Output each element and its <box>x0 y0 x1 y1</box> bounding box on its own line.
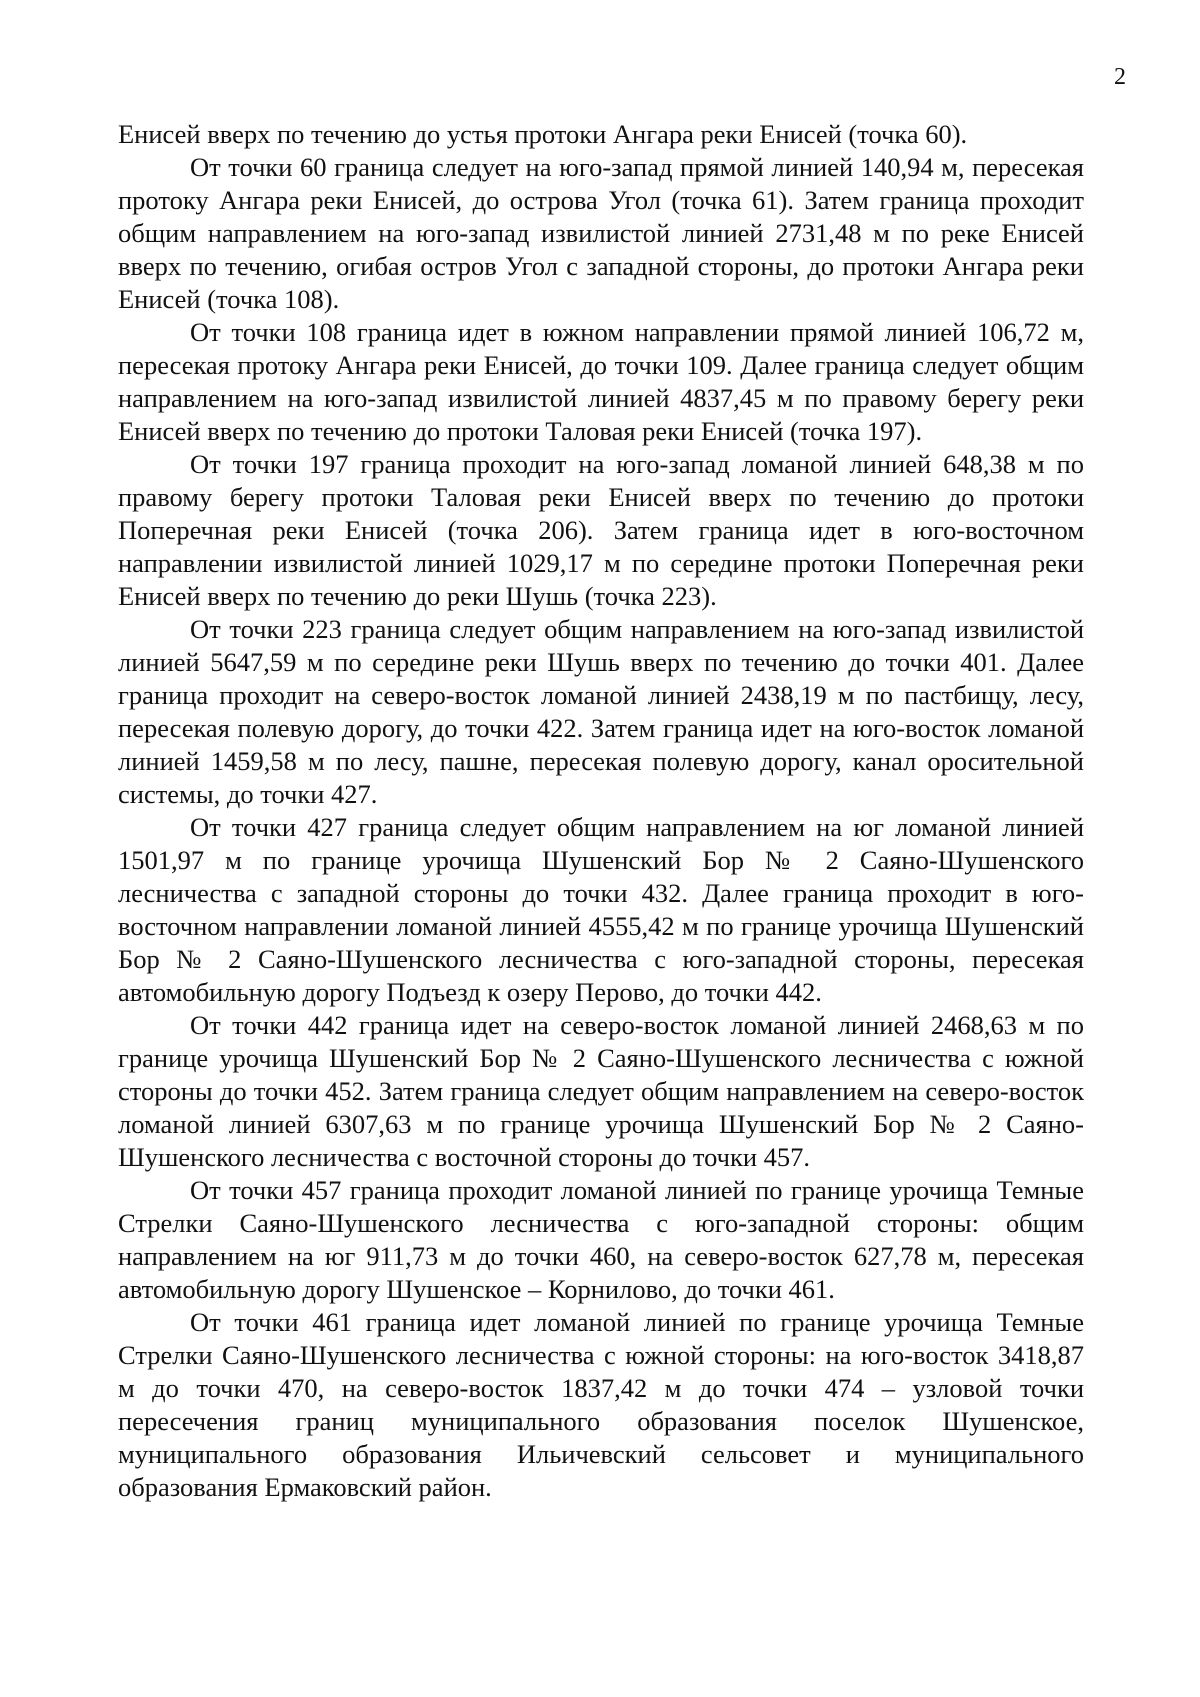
paragraph: От точки 60 граница следует на юго-запад прямой линией 140,94 м, пересекая протоку Ангара реки Енисей, до острова Угол (точка 61). Затем граница проходит общим направлением на юго-запад извилистой линией 2731,48 м по реке Енисей вверх по течению, огибая остров Угол с западной стороны, до протоки Ангара реки Енисей (точка 108). <box>118 152 1084 314</box>
document-body <box>118 118 1084 1504</box>
paragraph: От точки 197 граница проходит на юго-запад ломаной линией 648,38 м по правому берегу протоки Таловая реки Енисей вверх по течению до протоки Поперечная реки Енисей (точка 206). Затем граница идет в юго-восточном направлении извилистой линией 1029,17 м по середине протоки Поперечная реки Енисей вверх по течению до реки Шушь (точка 223). <box>118 449 1084 611</box>
paragraph-continuation: Енисей вверх по течению до устья протоки Ангара реки Енисей (точка 60). <box>118 119 968 149</box>
page-number: 2 <box>1114 64 1126 90</box>
paragraph: От точки 427 граница следует общим направлением на юг ломаной линией 1501,97 м по границе урочища Шушенский Бор № 2 Саяно-Шушенского лесничества с западной стороны до точки 432. Далее граница проходит в юго-восточном направлении ломаной линией 4555,42 м по границе урочища Шушенский Бор № 2 Саяно-Шушенского лесничества с юго-западной стороны, пересекая автомобильную дорогу Подъезд к озеру Перово, до точки 442. <box>118 812 1084 1007</box>
paragraph: От точки 457 граница проходит ломаной линией по границе урочища Темные Стрелки Саяно-Шушенского лесничества с юго-западной стороны: общим направлением на юг 911,73 м до точки 460, на северо-восток 627,78 м, пересекая автомобильную дорогу Шушенское – Корнилово, до точки 461. <box>118 1175 1084 1304</box>
paragraph: От точки 223 граница следует общим направлением на юго-запад извилистой линией 5647,59 м по середине реки Шушь вверх по течению до точки 401. Далее граница проходит на северо-восток ломаной линией 2438,19 м по пастбищу, лесу, пересекая полевую дорогу, до точки 422. Затем граница идет на юго-восток ломаной линией 1459,58 м по лесу, пашне, пересекая полевую дорогу, канал оросительной системы, до точки 427. <box>118 614 1084 809</box>
paragraph: От точки 461 граница идет ломаной линией по границе урочища Темные Стрелки Саяно-Шушенского лесничества с южной стороны: на юго-восток 3418,87 м до точки 470, на северо-восток 1837,42 м до точки 474 – узловой точки пересечения границ муниципального образования поселок Шушенское, муниципального образования Ильичевский сельсовет и муниципального образования Ермаковский район. <box>118 1307 1084 1502</box>
paragraph: От точки 442 граница идет на северо-восток ломаной линией 2468,63 м по границе урочища Шушенский Бор № 2 Саяно-Шушенского лесничества с южной стороны до точки 452. Затем граница следует общим направлением на северо-восток ломаной линией 6307,63 м по границе урочища Шушенский Бор № 2 Саяно-Шушенского лесничества с восточной стороны до точки 457. <box>118 1010 1084 1172</box>
paragraph: От точки 108 граница идет в южном направлении прямой линией 106,72 м, пересекая протоку Ангара реки Енисей, до точки 109. Далее граница следует общим направлением на юго-запад извилистой линией 4837,45 м по правому берегу реки Енисей вверх по течению до протоки Таловая реки Енисей (точка 197). <box>118 317 1084 446</box>
